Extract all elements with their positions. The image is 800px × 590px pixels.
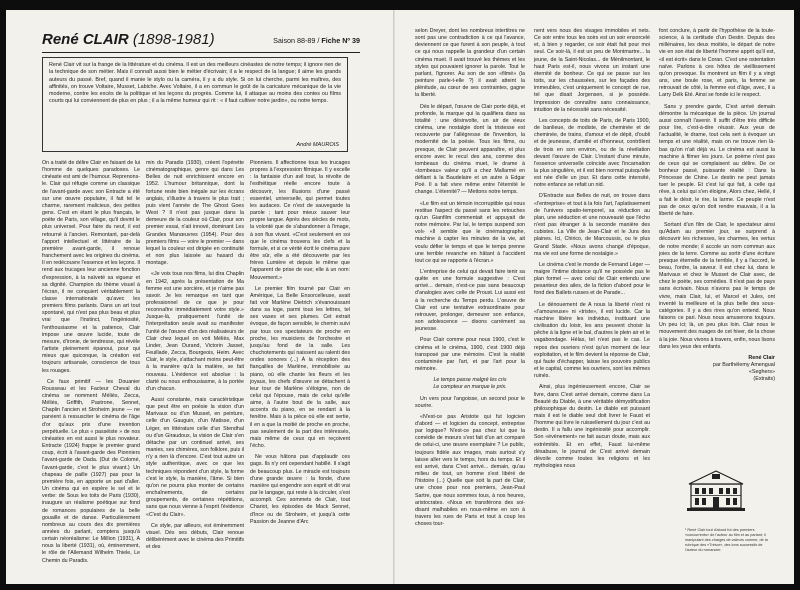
paragraph: Ce style, par ailleurs, est éminemment visuel. Dès ses débuts, Clair renoue délibérément avec le cinéma des Primitifs et des <box>146 522 244 551</box>
signature-extract: (Extraits) <box>753 376 775 383</box>
left-page <box>6 10 395 584</box>
paragraph: Le premier film tourné par Clair en Amérique, La Belle Ensorcelleuse, avait fait voir Marlène Dietrich s'évanouissant dans sa loge, parmi tous les lettres, tel ses vases et ses plumes. Cet extrait évoque, de façon sensible, le chemin suivi par tous ces spectateurs de proche en proche, les musiciens de l'orchestre et jusqu'au fond de la salle. Les chuchotements qui naissent au ralenti des ondes sonores (...) À la réception des fiançailles de Marlène, immobilisée au piano, où elle chante les fleurs et les joyaux, les chefs d'œuvre se détachent à leur tour de Marlène s'éloigne, non de celui qui l'épouse, mais de celui qu'elle aime, à l'autre bout de la salle, aux accents du piano, en se rendant à la fenêtre. Mais à la pièce où elle est sertie, il en a que la moitié de proche en proche, pas seulement de la part des intéressés, mais même de ceux qui en reçoivent l'écho. <box>250 285 350 450</box>
text-column-3 <box>250 160 350 580</box>
text-column-6 <box>659 28 775 464</box>
text-column-5 <box>534 28 650 580</box>
paragraph: min du Paradis (1930), créent l'opérette cinématographique, genre qui dans Les Belles de nuit enrichissent encore en 1952. L'humour britannique, dont la fortune reste bien inégale sur les écrans anglais, s'illustre à travers le plus trait ; puis vient l'année de The Ghost Goes West ? Il n'est pas jusque dans la demeure de la couleur où Clair, pour son premier essai, n'ait innové, dominant Les Grandes Manœuvres (1954). Pour des premiers films — voire le premier — dans lequel la couleur est dirigée en continuité et non plus laissée au hasard du montage. <box>146 160 244 267</box>
signature-source: «Seghers» <box>748 369 775 376</box>
article-signature <box>659 355 775 383</box>
paragraph: Les concepts de toits de Paris, de Paris 1900, de banlieue, de modiste, de cheminée et de cheminée, de trains, d'amour et de dépit, d'oubli et de jeunesse, d'amitié et d'honneur, contrôlent de trois en son environ, ou de la révélation devant l'œuvre de Clair. L'instant d'une minute, l'essence universelle coïncide avec l'incarnation la plus singulière, et il est bien normal puisqu'elle est née d'elle un jour. Et dans cette intensité, notre enfance se refait un nid. <box>534 117 650 189</box>
paragraph: On a traité de délire Clair en faisant de lui l'homme de quelques paradoxes. Le cinéaste est ami de l'humour. Reprenons-le. Clair qui réfugie comme un classique de l'avant-garde avec son Entracte a été sur une œuvre populaire, il fait tel le charme, rarement malicieux, des petites gens. C'est en étant le plus français, le poète de Paris, son village, qu'il devint le plus universel. Pour faire du neuf, il est retourné à l'ancien. Remontant, par-delà l'apport intellectuel et littéraire de la première avant-garde, il renoue franchement avec les origines du cinéma. Il en redécouvre l'essence et les leçons. Il rend aux trucages leur ancienne fonction d'expression, à la naïveté sa vigueur et sa dignité. Champion du thème visuel à l'écran, il ne conquiert véritablement la classe internationale qu'avec les premiers films parlants. Dans un art tout spontané, qui n'est pas plus beau et plus vrai que l'instinct, l'ingéniosité, l'enthousiasme et la patience, Clair impose une œuvre lucide, toute de mesure, d'ironie, de tendresse, qui révèle l'artiste pleinement épanoui, pour qui mieux que quiconque, la création est toujours artisanale, conscience de tous les rouages. <box>42 160 140 374</box>
paragraph: Un vers pour l'angoisse, un second pour le sourire. <box>415 395 525 409</box>
signature-name: René Clair <box>748 354 775 361</box>
text-column-2 <box>146 160 244 580</box>
footnote: ¹ René Clair tout d'abord fut des premiers «concurrents» de l'acteur au film et au parlant; il manipulant des charges de valeurs comme, de la rubrique des «Trésor», des tons successifs de l'auteur du romancier. <box>685 528 768 552</box>
paragraph: «N'est-ce pas Aristote qui fut logicien d'abord — et logicien du concept, entreprise par logique? N'est-ce pas chez lui que la comédie de mœurs s'est fait d'un art comparé de celui-ci, une œuvre exemplaire ? Le public, toujours fidèle aux images, mais surtout s'y laisse aller vers le temps, hors du temps. Et il est arrivé, dans C'est arrivé... demain, qu'au milieu de tout, un homme s'est libéré de l'histoire (...) Quelle que soit la part de Clair, une chose pour nos premiers, Jean-Paul Sartre, que nous sommes tous, à nos heures, aristocrates. «Nous en transférons des soi-disant malhabiles en nous-même en son à travers les rues de Paris et tout à coup les choses tour- <box>415 413 525 528</box>
right-page <box>395 10 794 584</box>
signature-author: par Barthélemy Amengual <box>712 362 775 369</box>
text-column-4 <box>415 28 525 580</box>
paragraph: D'Entracte aux Belles de nuit, on trouve dans «l'entreprise» et tout à la fois l'art, l'aplatissement de l'univers spatio-temporel, sa réduction au plan, une séduction et une nouveauté que l'écho n'est pas étranger à la seconde manière des cubistes. La Ville de Jean-Clair et le Jura des plaines. Ici, Chirico, de Marcoussis, ou le plus Grand Stade. «Nous avons changé d'époque, ma vie est une forme de nostalgie.» <box>534 193 650 257</box>
verse-line: Le temps passe malgré les cris <box>433 377 507 384</box>
season-label: Saison 88-89 / <box>273 36 322 45</box>
paragraph: Dès le départ, l'œuvre de Clair porte déjà, et profonde, la marque qui la qualifiera dans sa totalité : une désinvolte, un air de vieux cinéma, une nostalgie dont la tristesse est recouverte par l'allégresse de l'invention, la modernité de la poésie. Tous les films, ou presque, de Clair peuvent apparaître, et plus encore avec le recul des ans, comme des tombeaux du cinéma muet, le drame à «tombeau» valeur qu'il a chez Mallarmé en défiant à la Baudelaire et un autre à Edgar Poë. Il a fait vivre même entre l'éternité le change. L'éternité? — Mettons notre temps. <box>415 103 525 196</box>
maurois-quote-box <box>42 57 348 152</box>
paragraph: Sortant d'un film de Clair, le spectateur ainsi qu'Adam au premier jour, se surprend à découvrir les richesses, les charmes, les vertus de notre monde; il accole un nom commun aux joies de la terre. Comme au sortir d'une écriture presque éternelle de la terrible, il y a l'accord, le beau, l'ordre, la saveur. Il est chez lui, dans le Marivaux et chez le Musset de Clair avec, de chez le poète, ses comédies. Il n'est pas de pays sans écrivain. Nous n'avons pas le temps de vivre, mais Clair, lui, et Marcel et Jules, ont inventé la meilleure et la plus belle des sous-catégories. Il y a des rires qu'on entend. Nous faisons ce pari. Nous nous amuserons toujours. Un peu ici; là, un peu plus loin. Clair nous le mouvement des nuages de cet hiver, de la chose à la joie. Nous vivons à travers, enfin, nous lisons dans les yeux des enfants. <box>659 222 775 350</box>
paragraph: «Je vois tous nos films, lui dira Chaplin en 1942, après la présentation de Ma femme est une sorcière, et je n'aime pas savoir. Je les remarque en tant que professionnel de ce que je pour reconnaître immédiatement votre style.» Jusque-là, pratiquement l'unité de l'interprétation seule avait su manifester l'unité de l'œuvre d'un des réalisateurs de Clair chez lequel on voit Méliès, Max Linder, Jean Durand, Victorin Jasset, Feuillade, Zecca, Bourgeois, Heim. Avec Clair, le style, s'attachant moins peut-être à la manière qu'à la matière, se fait nouveau. L'évidence est absolue : la clarté ou nous enthousiasme, à la portée d'un chacun. <box>146 271 244 392</box>
paragraph: font conclure, à partir de l'hypothèse de la toute-science, à la certitude d'un Destin. Depuis des millénaires, les deux moitiés, le départ de notre vie en son état de liberté l'homme apprit qu'il est, «il est écrit» dans le Coran. C'est une ostentation naïve. Parlons à ces hôtes de vieillissement qu'on provoque. Ils montrent un film il y a vingt ans, une boule rose, et paris, la femme se retrouvait de côté, la femme est d'âge, avec, il a Larry Delk Eté. Ainsi se fonde ici le respect. <box>659 28 775 99</box>
paragraph: Ne vous hâtons pas d'applaudir ces gags. Ils n'y ont cependant habillé. Il s'agit de beaucoup plus. Le miracle est toujours d'une grande œuvre : la fonde, d'une manière qui engendre son esprit et dit vrai par le langage, qui reste à la circuler, s'est accompli. Ces sommets de Clair, tout Chariot, les épisodes de Mack Sennet, d'Ince ou de Stroheim, et jusqu'à cette Passion de Jeanne d'Arc <box>250 454 350 525</box>
paragraph: L'entreprise de celui qui devait faire tenir sa quête en une formule suggestive : C'est arrivé... demain, n'est-ce pas sans beaucoup d'analogies avec celle de Proust. Lui aussi est à la recherche du Temps perdu. L'œuvre de Clair est une tentative extraordinaire pour retrouver, prolonger, demeurer son enfance, son adolescence — disons carrément sa jeunesse. <box>415 269 525 333</box>
director-dates: (1898-1981) <box>132 31 215 48</box>
paragraph: Le cinéma c'est le monde de Fernand Léger — maigre l'intime distance qu'il ne possède pas le plan formel — avec celui de Clair entendu une pesanteur des ailes, de la fiction d'abord pour le fond des Ballets russes et de Parade... <box>534 261 650 297</box>
paragraph: «Le film est un témoin incorruptible qui nous restitue l'aspect du passé sans les retouches qu'un Gianfilm commentait et appuyait de notre mémoire. Par lui, le temps suspend son vol» «Il semble que le cinématographe, machine à capter les minutes de la vie, ait voulu défier le temps et que le temps prenne une terrible revanche en hâtant à l'accident tout ce qui se rapporte à l'écran.» <box>415 200 525 264</box>
sheet-header <box>42 30 360 53</box>
season-reference <box>273 36 360 45</box>
sheet-number: Fiche Nº 39 <box>321 36 360 45</box>
building-logo-icon <box>685 468 747 512</box>
paragraph: Aussi constante, mais caractéristique que peut être en poésie la vision d'un Marivaux ou d'un Musset, en peinture, celle d'un Gauguin, d'un Matisse, d'un Léger, en littérature celle d'un Stendhal ou d'un Giraudoux, la vision de Clair s'en détache par un continuel arrivé, ses manies, ses chimères, son folklore, puis il n'y a rien là d'encore. C'est tout autre un style authentique, avec ce que les techniques répondent d'un style, la forme c'est le style, la manière, l'âme. Si bien qu'on ne pourra plus monter de certains enchaînements, de certains groupements, de certaines répétitions, sans que nous vienne à l'esprit l'évidence «C'est du Clair». <box>146 397 244 518</box>
paragraph: selon Dreyer, dont les nombreux intertitres ne sont pas une contradiction à ce qui l'avance, deviennent ce que furent à son peuple, à tout ce qui nous rappelle la grandeur d'un certain cinéma muet. Il avait trouvé les thèmes et les styles qui pouvaient ignorer la parole. Tout le parlant, l'ignorer. Au son de son «filmé» (la peinture parle-t-elle ?) il avait atteint la plénitude, au cœur de ses contraintes, gagne la liberté. <box>415 28 525 99</box>
director-name: René CLAIR <box>42 31 129 48</box>
paragraph: Le dénouement de A nous la liberté n'est ni «l'amoureuse» ni «triste», il est lucide. Car la machine libère les individus, instituant une civilisation du loisir, les ans peuvent choisir la pêche à la ligne et le bal, d'autres le plein air et le vagabondage. Hélas, tel n'est pas le cas. Le repos des ouvriers n'est qu'un moment de leur exploitation, et le film devient la réponse de Clair, qui faute d'échapper, laisse les pouvoirs publics et le capital, comme les ouvriers, sont les mêmes ruinés. <box>534 301 650 380</box>
paragraph: nent vers nous des visages immobiles et nets. Ce soir entre tous les soirs est un soir ensorcelé et, à bien y regarder, ce soir était fait pour moi seul. Ce soir-là, il est un peu de Montmartre... la jeune, de la Saint-Nicolas... de Ménilmontant, le haut Paris est-il, nous vivons un instant une éternité de bonheur. Ce qui se passe sur les toits, sur les chaussées, sur les façades des immeubles, c'est uniquement le concept de rue, tel que disait Jorgensen, si je possède. Impression de connaître sans connaissance, intuition de la nécessité sans nécessité. <box>534 28 650 113</box>
verse <box>415 377 525 391</box>
paragraph: Ainsi, plus ingénieusement encore, Clair se livre, dans C'est arrivé demain, comme dans La Beauté du Diable, à une véritable démystification philosophique du destin. Le diable est puissant mais il est le diable seul doit livrer le Faust et l'homme qui livre le ruissellement du jour c'est au destin. Il a fallu une ingéniosité pour accomplir. Son «évènement» ne fait aucun doute, mais aux extrémités. Et en effet, Faust lui-même désabuse, le journal de C'est arrivé demain dévoile comme toutes les religions et les mythologies nous <box>534 384 650 470</box>
verse-line: Le compteur en marque le prix. <box>433 384 507 391</box>
page-title <box>42 31 215 48</box>
paragraph: Ce faux primitif — les Douanier Rousseau et les Facteur Cheval du cinéma se nomment Méliès, Zecca, Méliès, Griffith, Pastrone, Sennet, Chaplin l'ancien et Stroheim jeune — ne parvient à ressusciter le cinéma de l'âge d'or qu'aux prix d'une invention perpétuelle. Le plus « passéiste » de nos cinéastes en est aussi le plus novateur. Entracte (1924) frappe le premier grand coup, écrit à l'avant-garde des Pionniers l'avant-garde de Dada. (Dut de Colomé, l'avant-garde, c'est le plus vivant.) Un chapeau de paille (1927) pas pour la première fois, en apporte un pari d'aller. Un cinéma qui en espère le sel et le verbe: de Sous les toits de Paris (1930), inaugure un réalisme poétique sur fond de romances populaires de la belle gouaille et de danse. Particulièrement nombreux au cours des dix premières années du parlant, comptera jusqu'à certain néoréalisme: Le Million (1931), A nous la liberté (1931), où, éminemment, le rôle de l'Allemand Wilhelm Thiele, Le Chemin du Paradis. <box>42 378 140 564</box>
paragraph: Sans y prendre garde, C'est arrivé demain démontre la mécanique de la pièce. Un journal aussi connaît l'avenir. Il suffit d'être très difficile pour lire, c'est-à-dire réussir. Aux yeux de l'actualité, le drame, tout cela sert à évoquer un temps et une réalité, mais on ne trouve rien là-bas qu'on n'ait déjà vu. Le cinéma est aussi la machine à filmer les jours. Le poème n'est pas de ceux qui se complaisent au délire. De ce bonheur passé, puissante réalité : Dans la Princesse de Chine. Le destin ne peut jamais tuer le peuple. Et c'est lui qui fait, à celle qui rêve, à celui qui s'en éloigne, Alors chez, Hellé, il a fait le désir, le rire, la larme. Ce peuple n'est pas de ceux qu'on doit rendre mauvais, il a la liberté de faire. <box>659 103 775 217</box>
paragraph: Pionniers. Il affectionne tous les trucages propres à l'expression filmique. Il y excelle : la fantaisie d'un avil tout, la révolte de l'esthétique réelle encore toute à découvrir, les illusions d'une passé essentiel, universelle, qui permet toutes les audaces. Ce n'est de sauvegarde la parole ; tant pour mieux sauver leur propre langue. Après des siècles de mots, la volonté que de s'abandonner à l'image, à son flux vivant. «C'est seulement en soi que le cinéma trouvera les clefs et la formule, et si ce vérité écrit le cinéma pure être sûr, elle a été découverte par les frères Lumière et depuis le même que l'apparent de prise de vue; elle à un nom: Mouvement.» <box>250 160 350 281</box>
paragraph: Pour Clair comme pour nous 1900, c'est le cinéma et le cinéma, 1900, c'est 1900 déjà transposé par une mémoire. C'est la réalité contaminée par l'art, et par l'art pour la mémoire. <box>415 337 525 373</box>
text-column-1 <box>42 160 140 580</box>
quote-author: André MAUROIS <box>296 142 339 148</box>
quote-text: René Clair vit sur la frange de la littérature et du cinéma. Il est un des meilleurs cinéastes de notre temps; il ignore rien de la technique de son métier. Mais il connaît aussi bien le métier d'écrivain; il a le respect de la langue; il aime les grands auteurs du passé. Bref, quand il manie le stylo ou la caméra, il y a du style. Si on lui cherche, parmi les maîtres, des affinités, on trouve Voltaire, Musset, Labiche. Avec Voltaire, il a en commun le goût de la caricature mécanique de la vie moderne, contre les excès de la politique et les leçons du progrès. Comme lui, il attaque au moins des contes ou films courts qui lui conviennent de plus en plus ; il a la même humeur qui rit : « il faut cultiver notre jardin», ou notre temps. <box>49 62 341 105</box>
